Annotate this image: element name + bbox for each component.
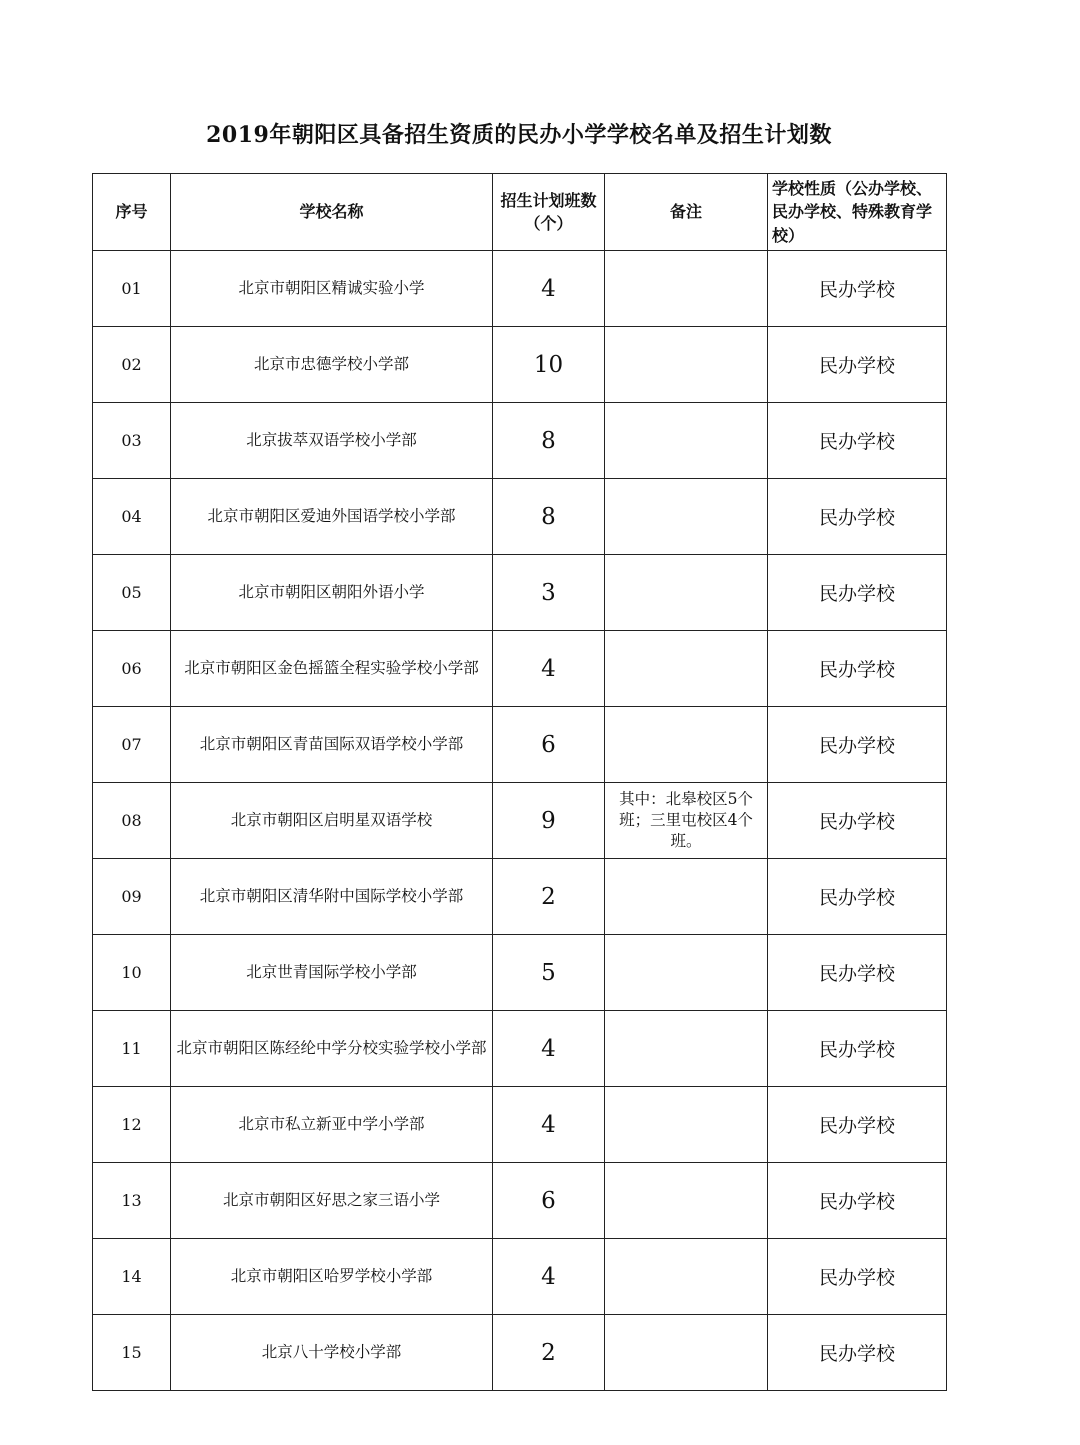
school-nature-cell: 民办学校 (768, 631, 947, 707)
school-nature-cell: 民办学校 (768, 1011, 947, 1087)
note-cell (605, 555, 768, 631)
table-row (93, 555, 947, 631)
class-count-cell: 6 (493, 1163, 605, 1239)
school-name-cell: 北京市朝阳区精诚实验小学 (171, 251, 493, 327)
header-seq: 序号 (93, 174, 171, 251)
seq-cell: 04 (93, 479, 171, 555)
class-count-cell: 8 (493, 479, 605, 555)
class-count-cell: 9 (493, 783, 605, 859)
seq-cell: 07 (93, 707, 171, 783)
class-count-cell: 4 (493, 1087, 605, 1163)
school-name-cell: 北京市私立新亚中学小学部 (171, 1087, 493, 1163)
school-name-cell: 北京八十学校小学部 (171, 1315, 493, 1391)
school-nature-cell: 民办学校 (768, 859, 947, 935)
school-nature-cell: 民办学校 (768, 783, 947, 859)
note-cell (605, 707, 768, 783)
note-cell (605, 1087, 768, 1163)
seq-cell: 09 (93, 859, 171, 935)
class-count-cell: 4 (493, 251, 605, 327)
seq-cell: 15 (93, 1315, 171, 1391)
note-cell (605, 327, 768, 403)
class-count-cell: 4 (493, 1011, 605, 1087)
note-cell (605, 479, 768, 555)
note-cell (605, 631, 768, 707)
table-row (93, 251, 947, 327)
table-row (93, 859, 947, 935)
school-nature-cell: 民办学校 (768, 403, 947, 479)
school-nature-cell: 民办学校 (768, 479, 947, 555)
table-row (93, 479, 947, 555)
note-cell (605, 1011, 768, 1087)
table-row (93, 935, 947, 1011)
table-row (93, 783, 947, 859)
header-class-count: 招生计划班数（个） (493, 174, 605, 251)
note-cell (605, 935, 768, 1011)
note-cell (605, 1163, 768, 1239)
table-row (93, 1087, 947, 1163)
table-row (93, 327, 947, 403)
seq-cell: 10 (93, 935, 171, 1011)
table-row (93, 1011, 947, 1087)
class-count-cell: 3 (493, 555, 605, 631)
header-school-nature: 学校性质（公办学校、民办学校、特殊教育学校） (768, 174, 947, 251)
school-name-cell: 北京市朝阳区清华附中国际学校小学部 (171, 859, 493, 935)
class-count-cell: 6 (493, 707, 605, 783)
school-nature-cell: 民办学校 (768, 1087, 947, 1163)
class-count-cell: 10 (493, 327, 605, 403)
class-count-cell: 2 (493, 859, 605, 935)
school-nature-cell: 民办学校 (768, 251, 947, 327)
table-row (93, 1239, 947, 1315)
school-name-cell: 北京市朝阳区金色摇篮全程实验学校小学部 (171, 631, 493, 707)
school-name-cell: 北京市朝阳区哈罗学校小学部 (171, 1239, 493, 1315)
table-row (93, 403, 947, 479)
table-row (93, 631, 947, 707)
school-name-cell: 北京市忠德学校小学部 (171, 327, 493, 403)
seq-cell: 14 (93, 1239, 171, 1315)
class-count-cell: 2 (493, 1315, 605, 1391)
school-name-cell: 北京市朝阳区好思之家三语小学 (171, 1163, 493, 1239)
note-cell (605, 1315, 768, 1391)
class-count-cell: 4 (493, 1239, 605, 1315)
class-count-cell: 5 (493, 935, 605, 1011)
school-nature-cell: 民办学校 (768, 935, 947, 1011)
page-title: 2019年朝阳区具备招生资质的民办小学学校名单及招生计划数 (206, 122, 832, 148)
school-nature-cell: 民办学校 (768, 327, 947, 403)
school-name-cell: 北京世青国际学校小学部 (171, 935, 493, 1011)
note-cell (605, 859, 768, 935)
seq-cell: 11 (93, 1011, 171, 1087)
seq-cell: 03 (93, 403, 171, 479)
note-cell: 其中：北皋校区5个班；三里屯校区4个班。 (605, 783, 768, 859)
table-row (93, 1315, 947, 1391)
school-name-cell: 北京市朝阳区爱迪外国语学校小学部 (171, 479, 493, 555)
school-nature-cell: 民办学校 (768, 707, 947, 783)
note-cell (605, 251, 768, 327)
table-row (93, 707, 947, 783)
table-body (93, 251, 947, 1391)
school-nature-cell: 民办学校 (768, 1163, 947, 1239)
class-count-cell: 8 (493, 403, 605, 479)
school-nature-cell: 民办学校 (768, 555, 947, 631)
school-name-cell: 北京市朝阳区启明星双语学校 (171, 783, 493, 859)
table-row (93, 1163, 947, 1239)
school-nature-cell: 民办学校 (768, 1315, 947, 1391)
seq-cell: 01 (93, 251, 171, 327)
header-school-name: 学校名称 (171, 174, 493, 251)
school-roster-table (92, 173, 947, 1391)
seq-cell: 13 (93, 1163, 171, 1239)
school-name-cell: 北京市朝阳区陈经纶中学分校实验学校小学部 (171, 1011, 493, 1087)
table-header-row (93, 174, 947, 251)
seq-cell: 12 (93, 1087, 171, 1163)
seq-cell: 05 (93, 555, 171, 631)
school-name-cell: 北京市朝阳区青苗国际双语学校小学部 (171, 707, 493, 783)
seq-cell: 02 (93, 327, 171, 403)
class-count-cell: 4 (493, 631, 605, 707)
seq-cell: 06 (93, 631, 171, 707)
seq-cell: 08 (93, 783, 171, 859)
note-cell (605, 403, 768, 479)
school-name-cell: 北京市朝阳区朝阳外语小学 (171, 555, 493, 631)
header-note: 备注 (605, 174, 768, 251)
school-nature-cell: 民办学校 (768, 1239, 947, 1315)
note-cell (605, 1239, 768, 1315)
school-name-cell: 北京拔萃双语学校小学部 (171, 403, 493, 479)
